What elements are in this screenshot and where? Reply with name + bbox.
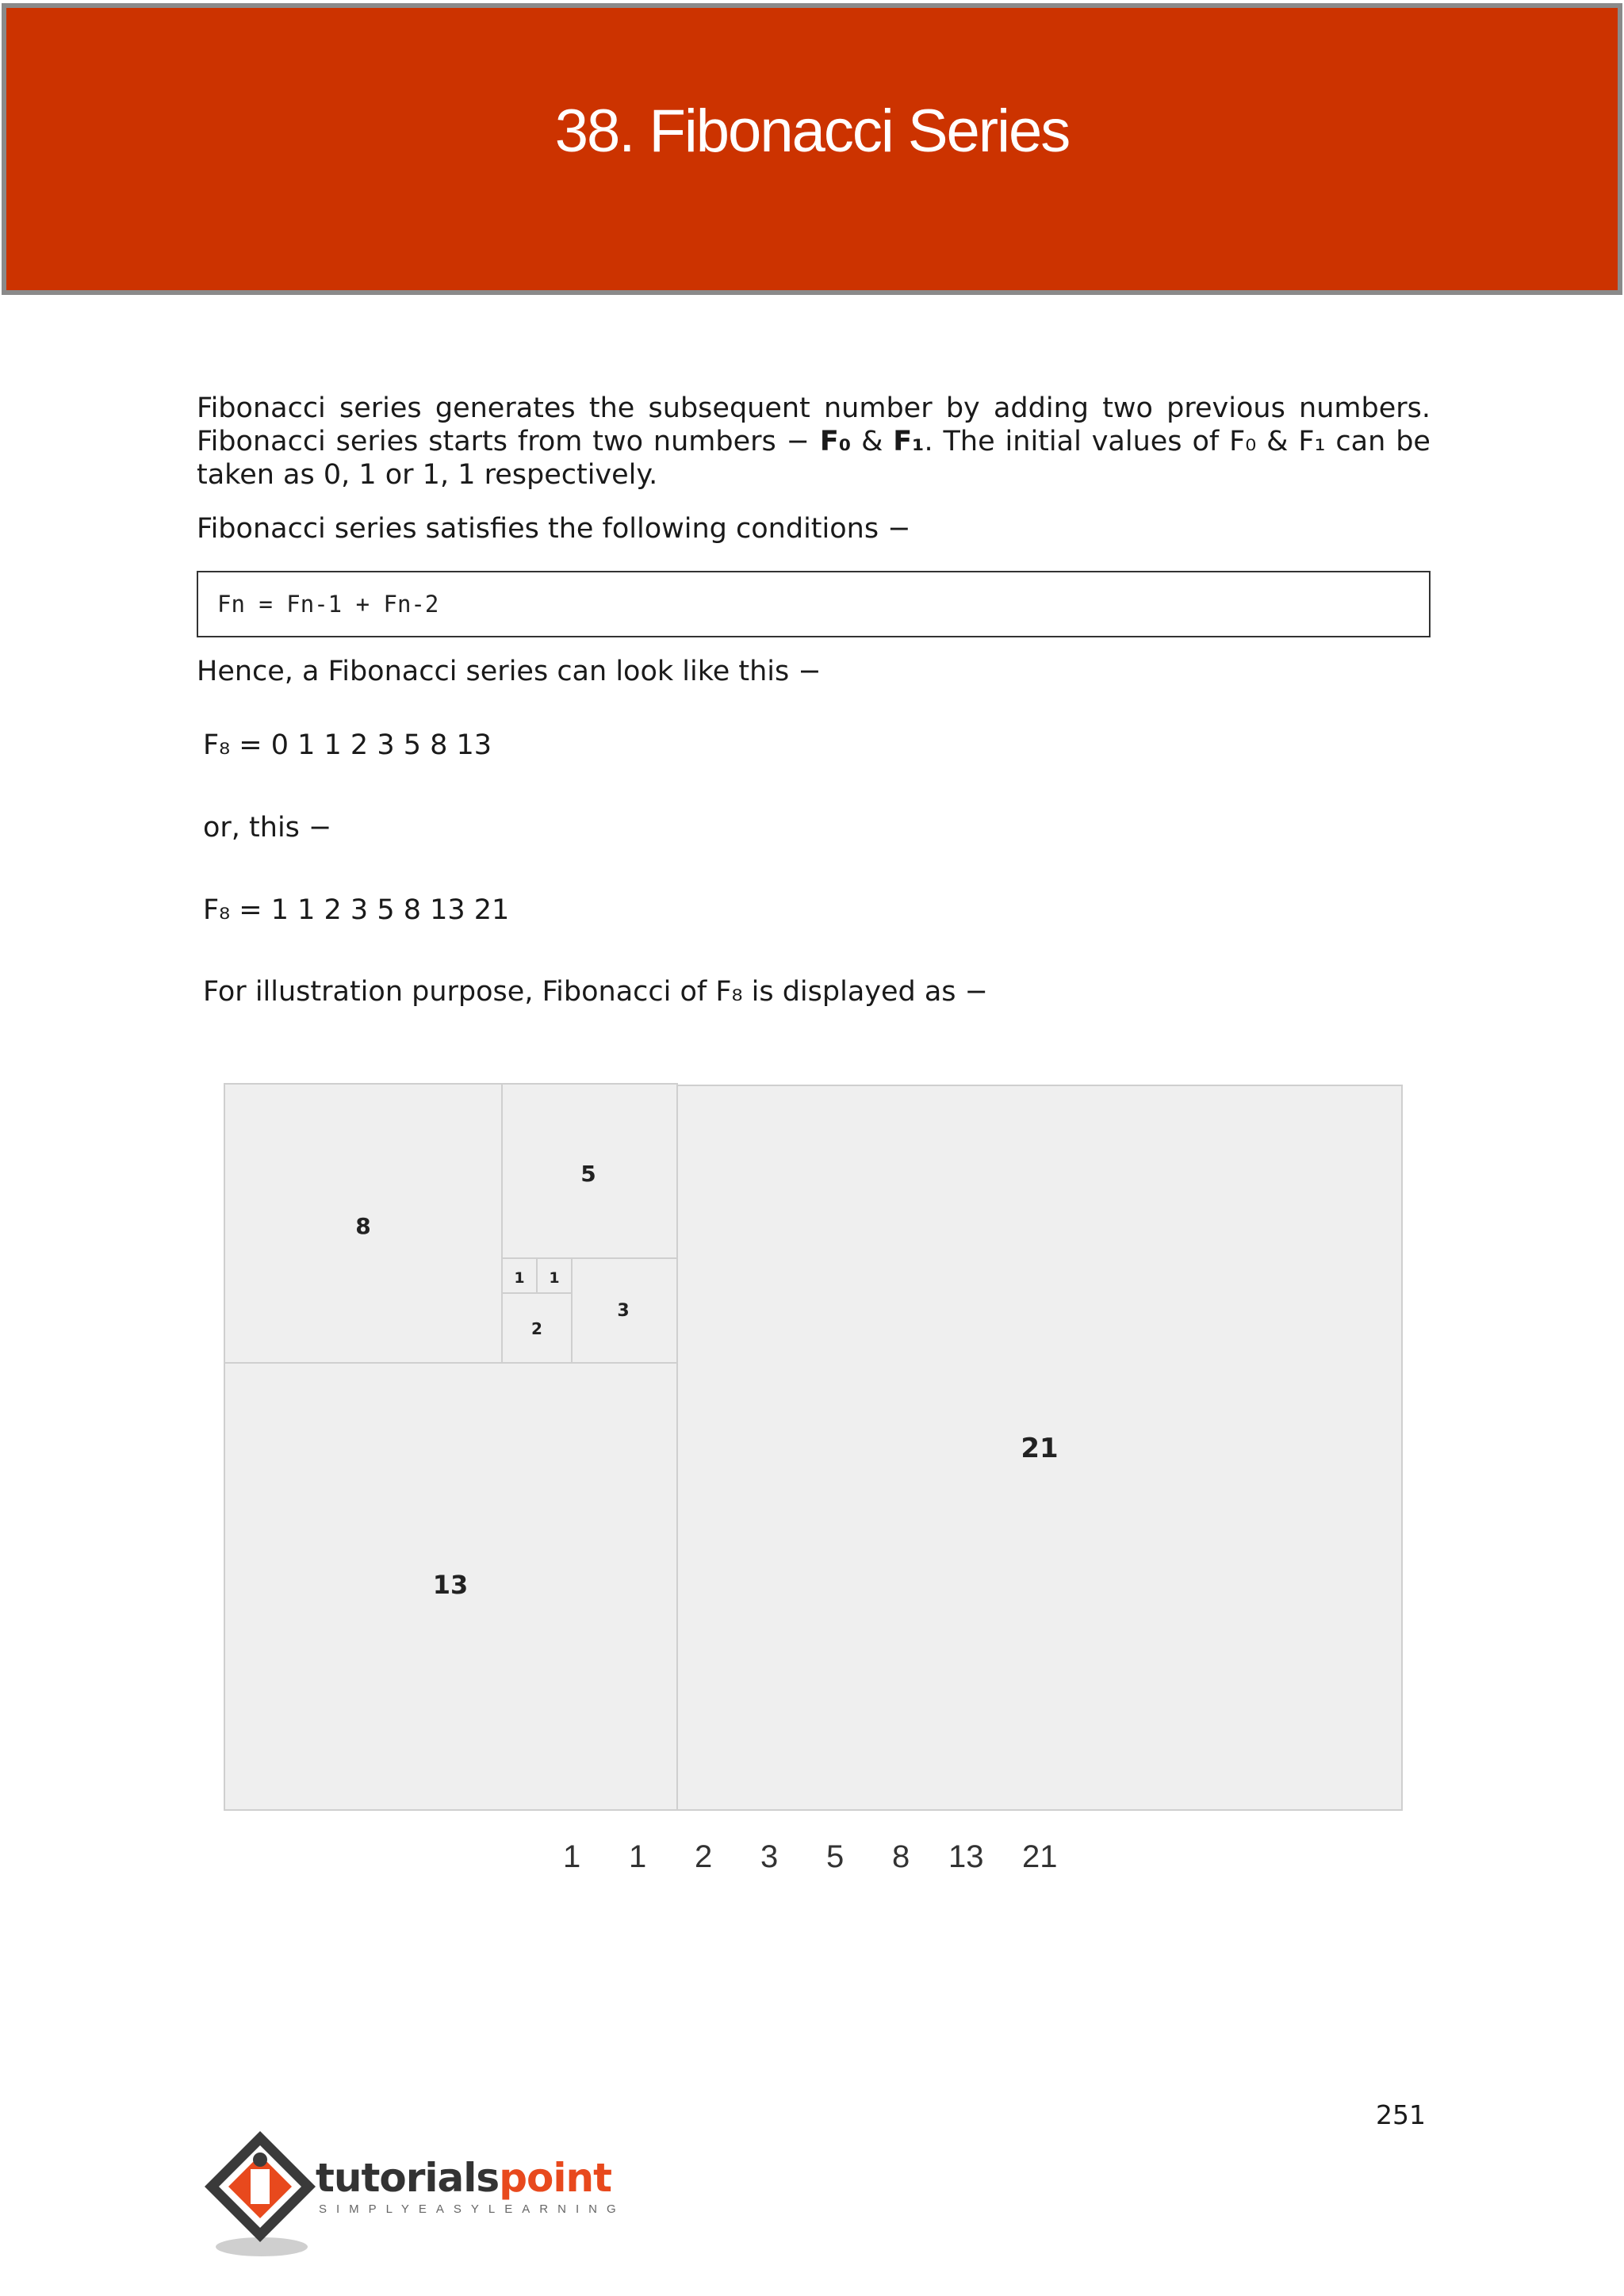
square-2-label: 2 <box>531 1319 542 1338</box>
square-5-label: 5 <box>580 1161 596 1187</box>
intro-paragraph <box>197 392 1431 492</box>
chapter-title: 38. Fibonacci Series <box>554 98 1070 165</box>
sequence-item: 13 <box>948 1839 984 1874</box>
square-1a-label: 1 <box>514 1269 525 1287</box>
sequence-item: 21 <box>1022 1839 1058 1874</box>
intro-line-2: Fibonacci series starts from two numbers − F₀ & F₁. The initial values of F₀ & F₁ can be <box>197 426 1431 457</box>
sequence-item: 8 <box>892 1839 910 1874</box>
formula-code-box: Fn = Fn-1 + Fn-2 <box>197 571 1431 637</box>
example-series-2: F₈ = 1 1 2 3 5 8 13 21 <box>203 894 510 926</box>
square-13-label: 13 <box>432 1570 469 1600</box>
sequence-item: 5 <box>826 1839 845 1874</box>
intro-line-1: Fibonacci series generates the subsequent number by adding two previous numbers. <box>197 392 1431 424</box>
square-21-label: 21 <box>1021 1433 1059 1464</box>
sequence-item: 1 <box>629 1839 647 1874</box>
page-number: 251 <box>1376 2099 1426 2130</box>
tutorialspoint-logo-icon <box>197 2128 324 2263</box>
hence-label: Hence, a Fibonacci series can look like this − <box>197 656 822 687</box>
sequence-item: 3 <box>760 1839 779 1874</box>
conditions-label: Fibonacci series satisfies the following conditions − <box>197 513 911 545</box>
square-1b-label: 1 <box>549 1269 560 1287</box>
square-8-label: 8 <box>355 1213 371 1239</box>
illustration-label: For illustration purpose, Fibonacci of F₈ is displayed as − <box>203 976 988 1008</box>
sequence-item: 1 <box>563 1839 581 1874</box>
fibonacci-squares-diagram <box>224 1083 1405 1812</box>
intro-line-3: taken as 0, 1 or 1, 1 respectively. <box>197 459 658 491</box>
logo-wordmark: tutorialspoint <box>316 2155 611 2201</box>
square-3-label: 3 <box>617 1301 630 1321</box>
sequence-item: 2 <box>695 1839 713 1874</box>
example-series-1: F₈ = 0 1 1 2 3 5 8 13 <box>203 729 492 761</box>
or-label: or, this − <box>203 812 332 844</box>
chapter-header <box>2 3 1622 295</box>
logo-tagline: SIMPLYEASYLEARNING <box>319 2202 626 2216</box>
